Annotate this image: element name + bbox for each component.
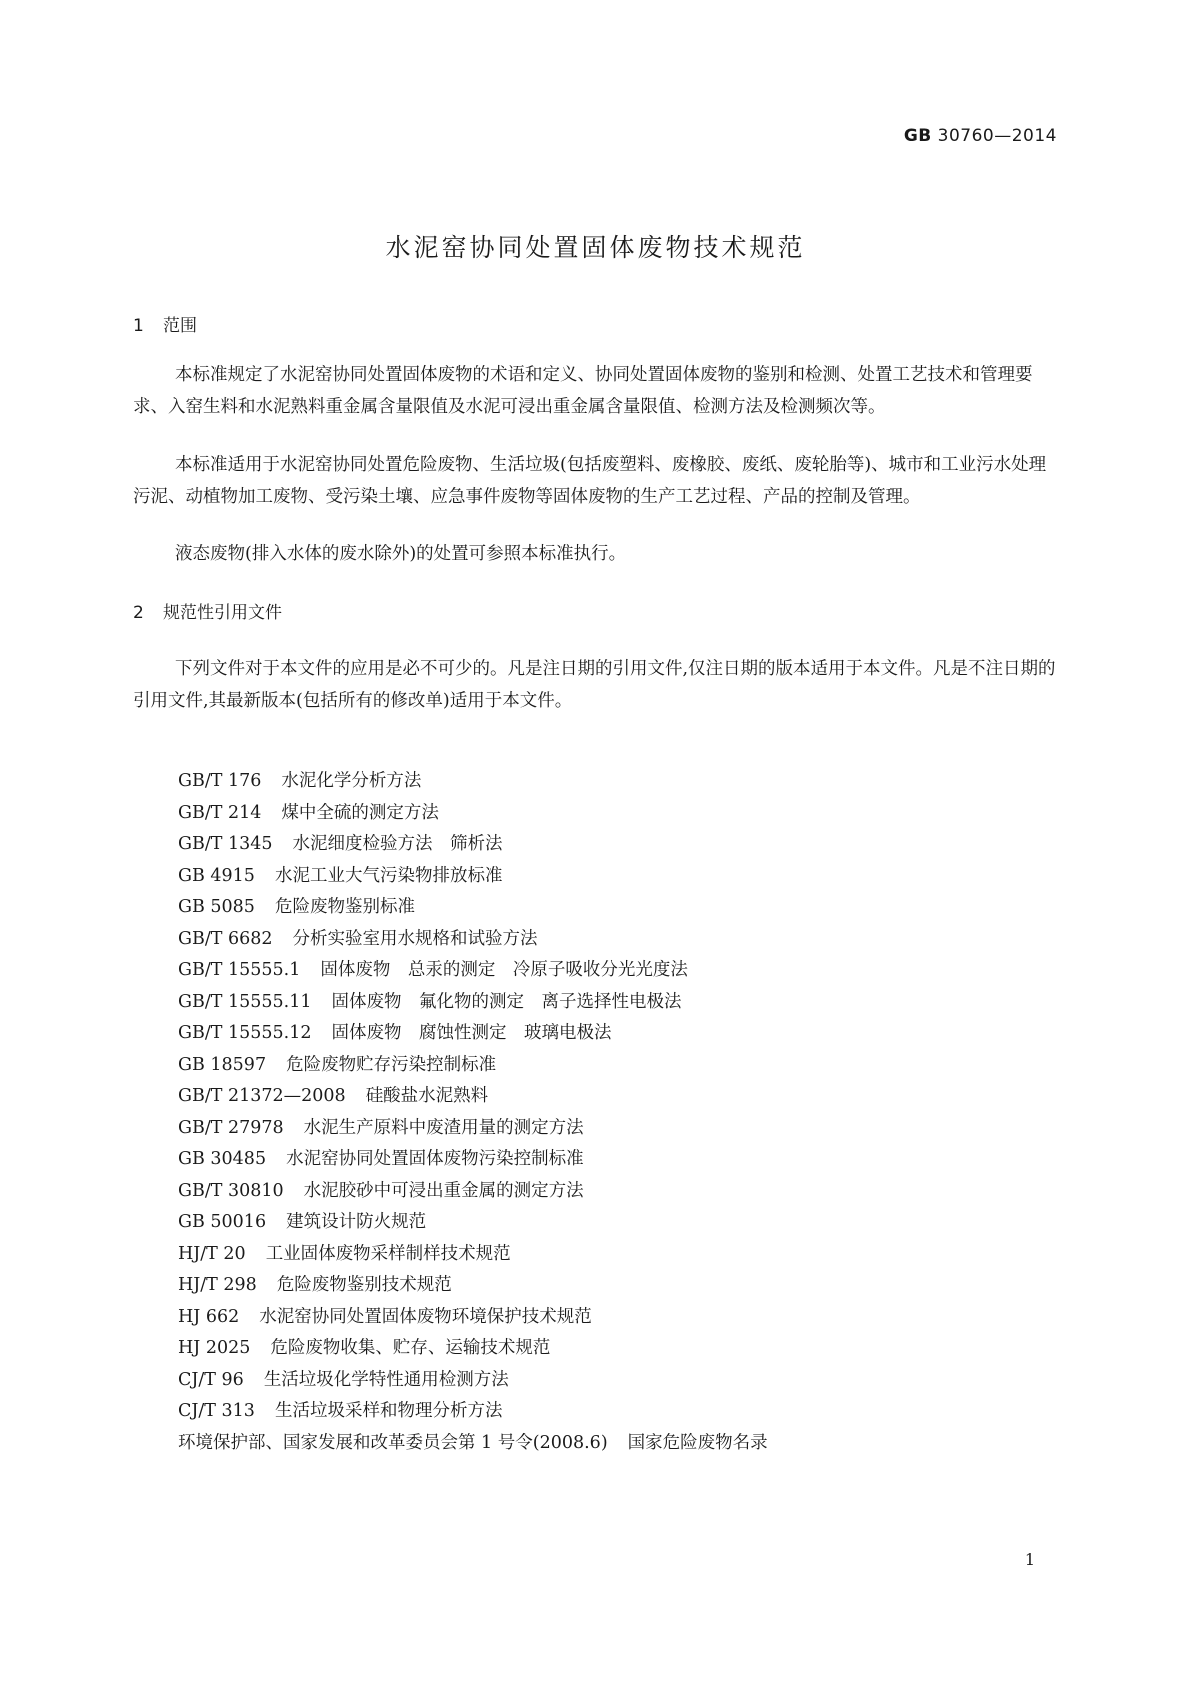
document-title: 水泥窑协同处置固体废物技术规范 (385, 233, 806, 262)
reference-title: 水泥窑协同处置固体废物污染控制标准 (286, 1149, 584, 1169)
reference-code: GB/T 15555.12 (178, 1023, 312, 1043)
reference-item (178, 1270, 768, 1302)
reference-title: 硅酸盐水泥熟料 (365, 1086, 489, 1106)
standard-code-prefix: GB (903, 126, 932, 146)
standard-code-number: 30760—2014 (937, 126, 1057, 146)
reference-code: GB 5085 (178, 897, 255, 917)
reference-code: HJ 2025 (178, 1338, 251, 1358)
reference-title: 固体废物 总汞的测定 冷原子吸收分光光度法 (320, 960, 688, 980)
reference-item (178, 798, 768, 830)
reference-code: GB/T 15555.11 (178, 991, 312, 1012)
reference-code: GB/T 214 (178, 802, 262, 823)
reference-title: 危险废物鉴别标准 (274, 897, 415, 917)
reference-title: 建筑设计防火规范 (286, 1212, 427, 1232)
reference-item (178, 1113, 768, 1145)
section-1-number: 1 (133, 316, 144, 336)
reference-title: 分析实验室用水规格和试验方法 (292, 928, 538, 949)
reference-code: GB/T 1345 (178, 834, 273, 854)
reference-title: 水泥细度检验方法 筛析法 (292, 834, 503, 854)
paragraph-text: 液态废物(排入水体的废水除外)的处置可参照本标准执行。 (175, 544, 627, 564)
reference-code: 环境保护部、国家发展和改革委员会第 1 号令(2008.6) (178, 1432, 608, 1453)
reference-item (178, 1365, 768, 1397)
section-2-heading (133, 598, 282, 623)
reference-title: 固体废物 腐蚀性测定 玻璃电极法 (331, 1023, 612, 1043)
reference-title: 危险废物鉴别技术规范 (276, 1275, 452, 1295)
reference-code: GB/T 15555.1 (178, 960, 301, 980)
reference-title: 国家危险废物名录 (627, 1432, 768, 1453)
reference-code: GB/T 30810 (178, 1180, 284, 1201)
paragraph-text: 本标准规定了水泥窑协同处置固体废物的术语和定义、协同处置固体废物的鉴别和检测、处置工艺技术和管理要求、入窑生料和水泥熟料重金属含量限值及水泥可浸出重金属含量限值、检测方法及检测频次等。 (133, 365, 1033, 417)
section-1-paragraph-3 (133, 539, 1060, 571)
reference-title: 危险废物收集、贮存、运输技术规范 (270, 1338, 551, 1358)
reference-item (178, 1018, 768, 1050)
reference-item (178, 1050, 768, 1082)
reference-title: 危险废物贮存污染控制标准 (286, 1054, 497, 1075)
reference-title: 工业固体废物采样制样技术规范 (265, 1243, 511, 1264)
reference-item (178, 1302, 768, 1334)
reference-title: 水泥工业大气污染物排放标准 (274, 865, 503, 886)
reference-item (178, 861, 768, 893)
reference-item (178, 987, 768, 1019)
standard-code (904, 126, 1057, 146)
reference-title: 生活垃圾化学特性通用检测方法 (263, 1369, 509, 1390)
paragraph-text: 下列文件对于本文件的应用是必不可少的。凡是注日期的引用文件,仅注日期的版本适用于本文件。凡是不注日期的引用文件,其最新版本(包括所有的修改单)适用于本文件。 (133, 659, 1056, 711)
reference-item (178, 1428, 768, 1460)
reference-code: HJ/T 20 (178, 1243, 246, 1264)
reference-code: GB/T 6682 (178, 928, 273, 949)
reference-title: 生活垃圾采样和物理分析方法 (274, 1401, 503, 1421)
paragraph-text: 本标准适用于水泥窑协同处置危险废物、生活垃圾(包括废塑料、废橡胶、废纸、废轮胎等)、城市和工业污水处理污泥、动植物加工废物、受污染土壤、应急事件废物等固体废物的生产工艺过程、产品的控制及管理。 (133, 455, 1047, 507)
reference-title: 水泥化学分析方法 (281, 771, 422, 791)
reference-item (178, 892, 768, 924)
reference-code: GB 18597 (178, 1054, 267, 1075)
section-2-intro (133, 654, 1060, 717)
page-number: 1 (1024, 1550, 1035, 1569)
reference-code: CJ/T 96 (178, 1369, 244, 1390)
reference-item (178, 1207, 768, 1239)
reference-list (178, 766, 768, 1459)
reference-code: CJ/T 313 (178, 1401, 255, 1421)
reference-item (178, 1081, 768, 1113)
reference-code: GB/T 21372—2008 (178, 1086, 346, 1106)
section-2-title: 规范性引用文件 (163, 603, 282, 623)
reference-item (178, 1176, 768, 1208)
reference-code: HJ/T 298 (178, 1275, 257, 1295)
reference-code: GB/T 176 (178, 771, 262, 791)
reference-title: 水泥生产原料中废渣用量的测定方法 (303, 1117, 584, 1138)
reference-item (178, 1144, 768, 1176)
section-1-paragraph-2 (133, 450, 1060, 513)
reference-code: GB 50016 (178, 1212, 267, 1232)
reference-item (178, 1396, 768, 1428)
reference-item (178, 1333, 768, 1365)
reference-item (178, 1239, 768, 1271)
reference-code: GB 4915 (178, 865, 255, 886)
reference-title: 煤中全硫的测定方法 (281, 802, 439, 823)
section-1-heading (133, 311, 197, 336)
reference-title: 水泥窑协同处置固体废物环境保护技术规范 (259, 1306, 592, 1327)
section-1-title: 范围 (163, 316, 197, 336)
reference-item (178, 829, 768, 861)
reference-code: GB/T 27978 (178, 1117, 284, 1138)
section-2-number: 2 (133, 603, 144, 623)
reference-code: GB 30485 (178, 1149, 267, 1169)
reference-item (178, 955, 768, 987)
reference-item (178, 766, 768, 798)
reference-title: 固体废物 氟化物的测定 离子选择性电极法 (331, 991, 682, 1012)
reference-code: HJ 662 (178, 1306, 240, 1327)
reference-title: 水泥胶砂中可浸出重金属的测定方法 (303, 1180, 584, 1201)
reference-item (178, 924, 768, 956)
section-1-paragraph-1 (133, 360, 1060, 423)
